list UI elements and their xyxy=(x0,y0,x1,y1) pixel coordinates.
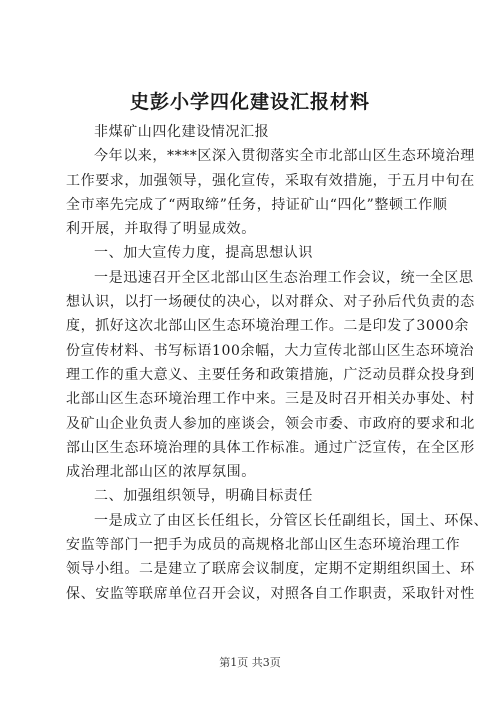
body-line: 理工作的重大意义、主要任务和政策措施，广泛动员群众投身到 xyxy=(66,366,475,383)
body-line: 领导小组。二是建立了联席会议制度，定期不定期组织国土、环 xyxy=(66,561,475,578)
body-line: 工作要求，加强领导，强化宣传，采取有效措施，于五月中旬在 xyxy=(66,172,475,189)
page-footer: 第1页 共3页 xyxy=(219,656,281,669)
body-line: 一是成立了由区长任组长，分管区长任副组长，国土、环保、 xyxy=(94,512,489,529)
body-line: 安监等部门一把手为成员的高规格北部山区生态环境治理工作 xyxy=(66,537,461,554)
subtitle-line: 非煤矿山四化建设情况汇报 xyxy=(94,124,270,140)
section-heading: 一、加大宣传力度，提高思想认识 xyxy=(94,245,313,262)
body-line: 北部山区生态环境治理工作中来。三是及时召开相关办事处、村 xyxy=(66,391,475,408)
body-line: 保、安监等联席单位召开会议，对照各自工作职责，采取针对性 xyxy=(66,585,475,602)
body-line: 全市率先完成了“两取缔”任务，持证矿山“四化”整顿工作顺 xyxy=(66,196,448,213)
body-line: 想认识，以打一场硬仗的决心，以对群众、对子孙后代负责的态 xyxy=(66,294,475,311)
body-line: 份宣传材料、书写标语100余幅，大力宣传北部山区生态环境治 xyxy=(66,342,475,359)
document-body xyxy=(66,120,489,606)
body-line: 及矿山企业负责人参加的座谈会，领会市委、市政府的要求和北 xyxy=(66,415,475,432)
document-title: 史彭小学四化建设汇报材料 xyxy=(129,91,370,113)
body-line: 利开展，并取得了明显成效。 xyxy=(66,221,256,238)
body-line: 成治理北部山区的浓厚氛围。 xyxy=(66,464,256,481)
section-heading: 二、加强组织领导，明确目标责任 xyxy=(94,488,313,505)
body-line: 一是迅速召开全区北部山区生态治理工作会议，统一全区思 xyxy=(94,269,474,286)
body-line: 度，抓好这次北部山区生态环境治理工作。二是印发了3000余 xyxy=(66,318,470,335)
body-line: 部山区生态环境治理的具体工作标准。通过广泛宣传，在全区形 xyxy=(66,439,475,456)
body-line: 今年以来，****区深入贯彻落实全市北部山区生态环境治理 xyxy=(94,148,475,165)
